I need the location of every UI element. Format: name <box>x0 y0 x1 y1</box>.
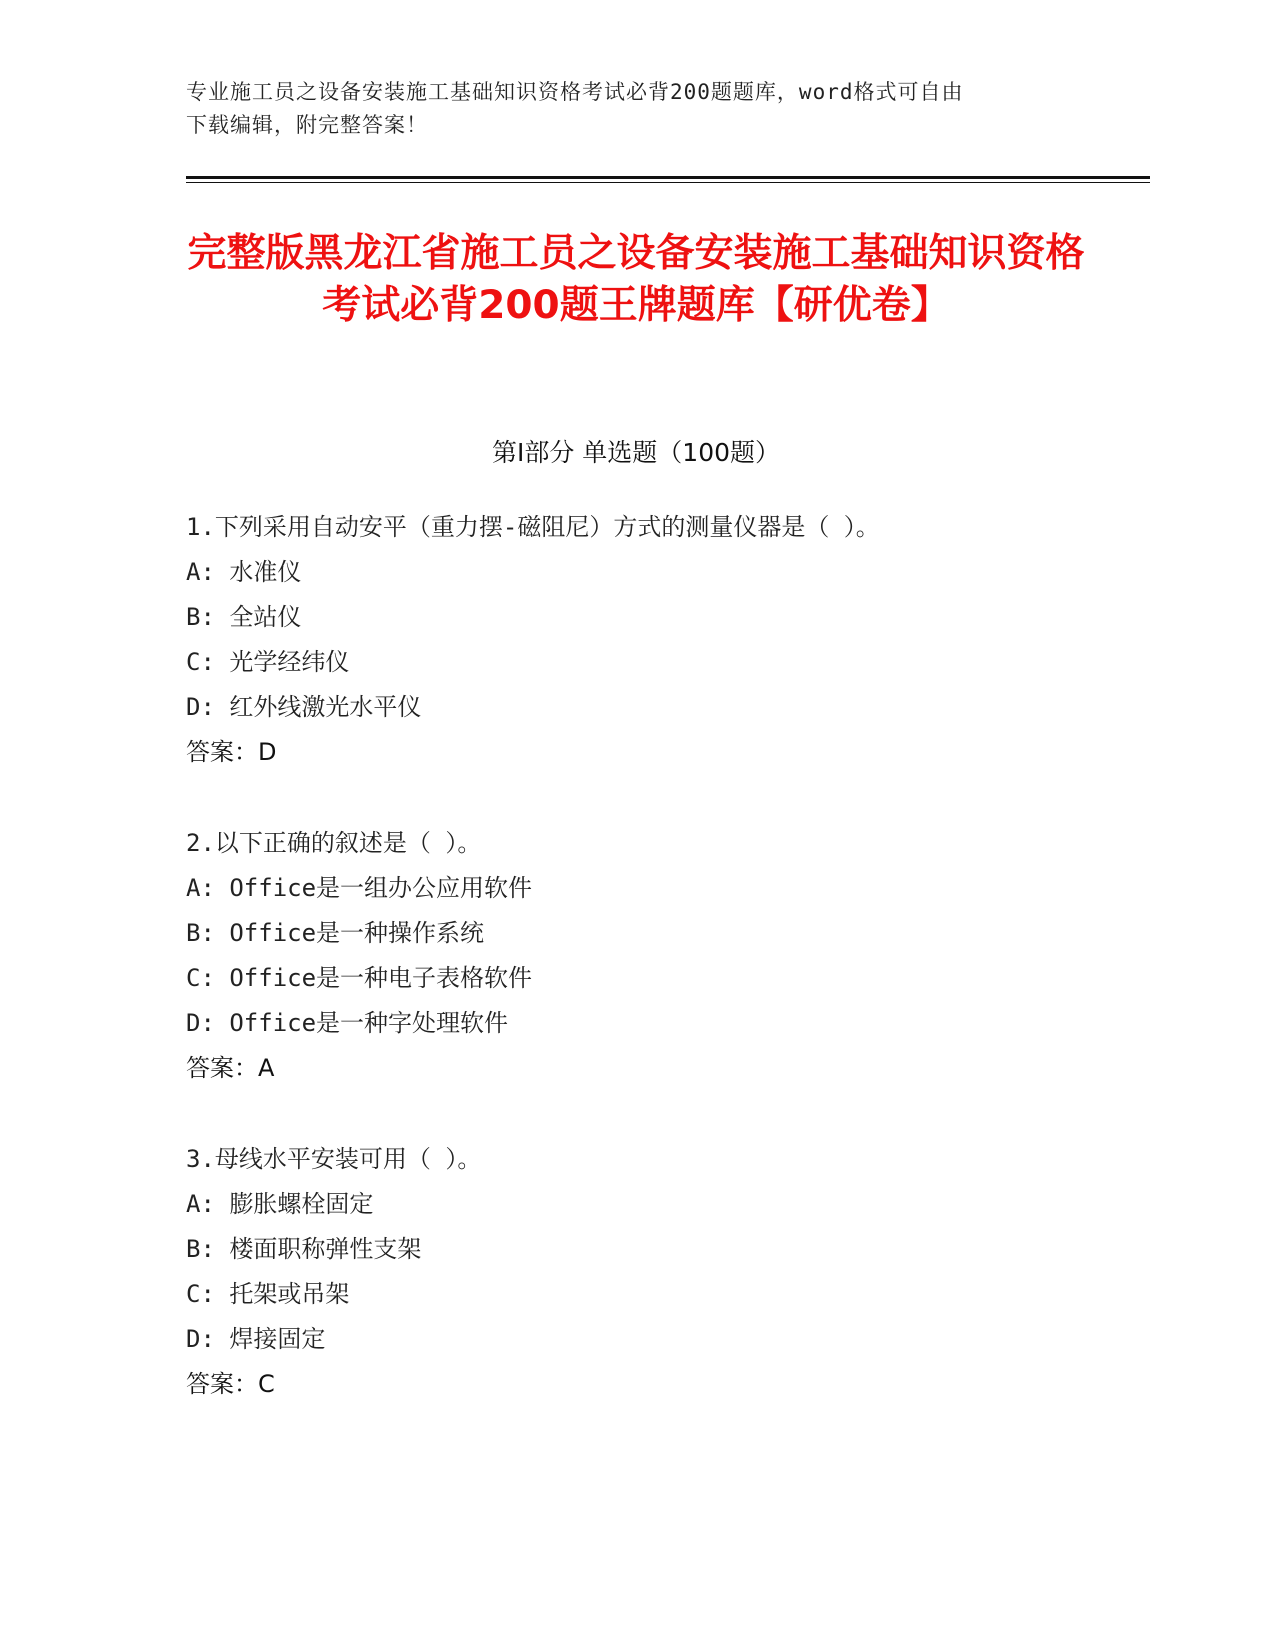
document-title: 完整版黑龙江省施工员之设备安装施工基础知识资格考试必背200题王牌题库【研优卷】 <box>187 231 1085 328</box>
option-c: C: Office是一种电子表格软件 <box>186 964 533 992</box>
header-divider-thick <box>186 176 1150 179</box>
option-a: A: Office是一组办公应用软件 <box>186 874 533 902</box>
question-block <box>186 505 1086 775</box>
question-block <box>186 1137 1086 1407</box>
option-c: C: 托架或吊架 <box>186 1280 350 1308</box>
option-a: A: 膨胀螺栓固定 <box>186 1190 374 1218</box>
option-d: D: Office是一种字处理软件 <box>186 1009 509 1037</box>
header-line-2: 下载编辑，附完整答案！ <box>186 113 428 137</box>
option-d: D: 焊接固定 <box>186 1325 326 1353</box>
answer: 答案：D <box>186 738 277 766</box>
question-stem: 1.下列采用自动安平（重力摆-磁阻尼）方式的测量仪器是（ ）。 <box>186 513 880 541</box>
option-d: D: 红外线激光水平仪 <box>186 693 422 721</box>
option-a: A: 水准仪 <box>186 558 302 586</box>
option-b: B: Office是一种操作系统 <box>186 919 485 947</box>
question-block <box>186 821 1086 1091</box>
header-divider-thin <box>186 182 1150 183</box>
question-stem: 2.以下正确的叙述是（ ）。 <box>186 829 482 857</box>
section-heading: 第Ⅰ部分 单选题（100题） <box>491 438 781 467</box>
option-c: C: 光学经纬仪 <box>186 648 350 676</box>
document-header <box>186 76 1066 142</box>
answer: 答案：A <box>186 1054 275 1082</box>
option-b: B: 全站仪 <box>186 603 302 631</box>
answer: 答案：C <box>186 1370 275 1398</box>
question-stem: 3.母线水平安装可用（ ）。 <box>186 1145 482 1173</box>
header-line-1: 专业施工员之设备安装施工基础知识资格考试必背200题题库，word格式可自由 <box>186 80 964 104</box>
option-b: B: 楼面职称弹性支架 <box>186 1235 422 1263</box>
